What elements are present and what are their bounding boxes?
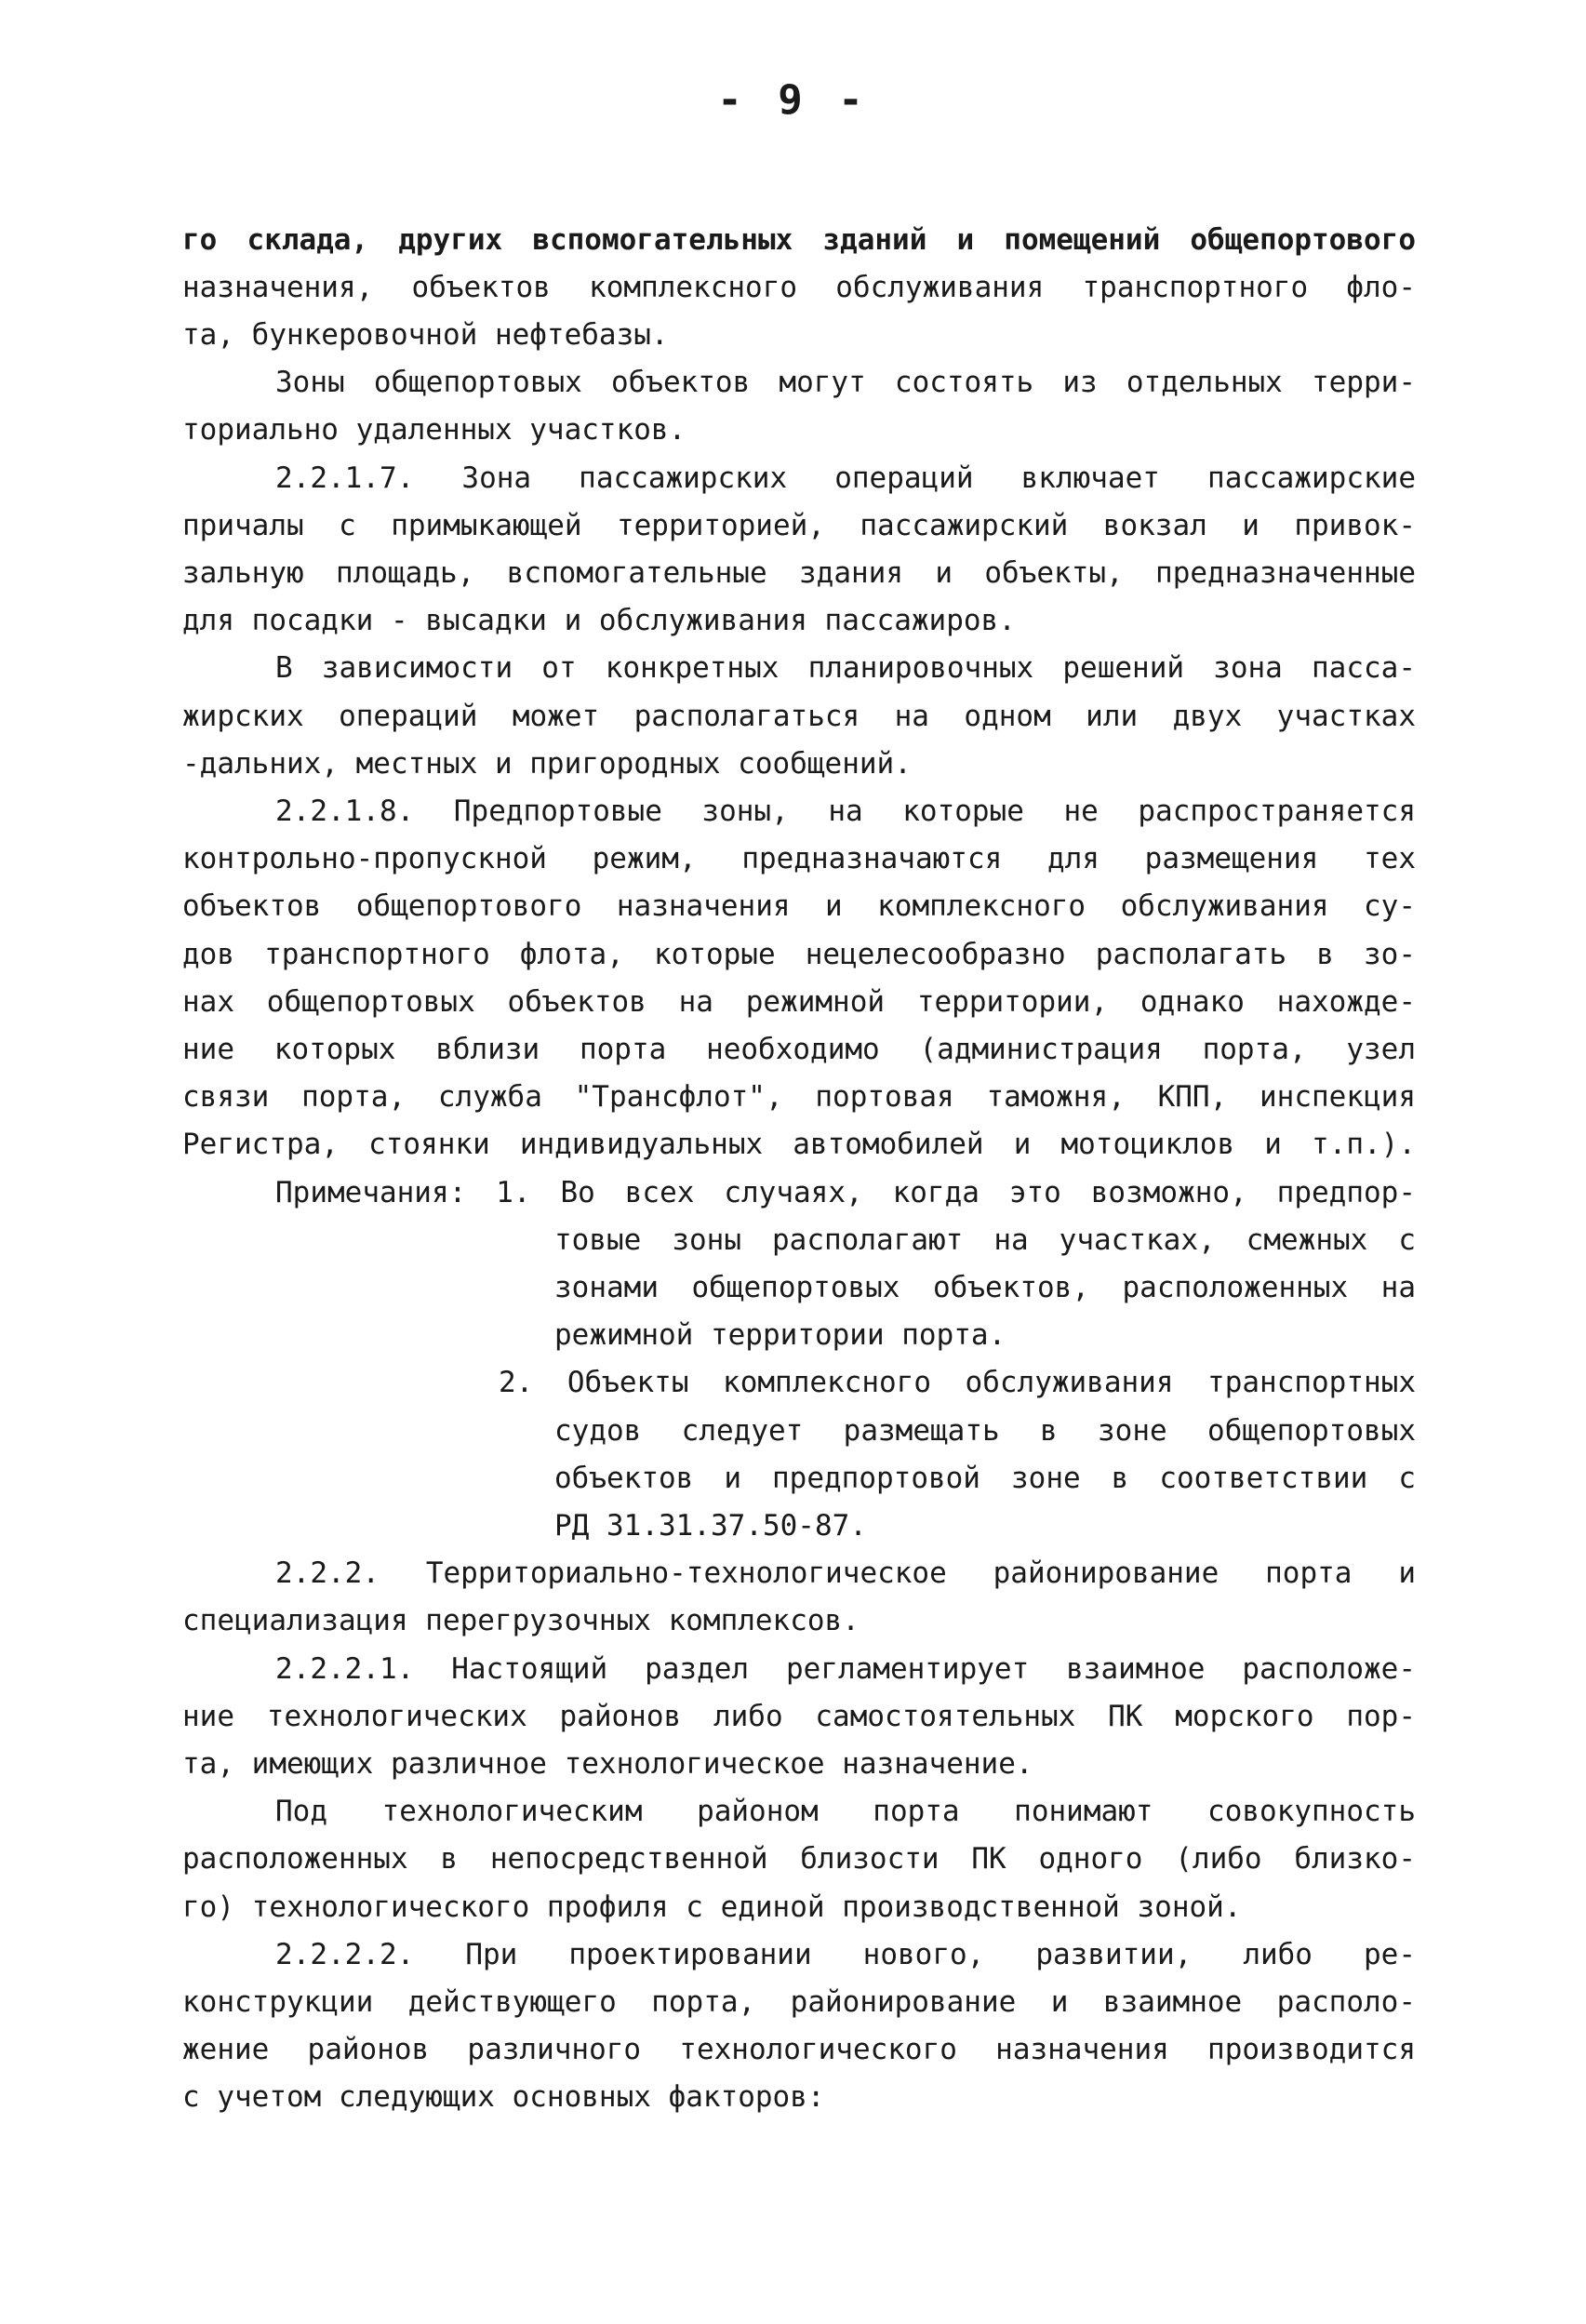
text-line: -дальних, местных и пригородных сообщений. <box>182 747 912 781</box>
note-line: режимной территории порта. <box>554 1318 1006 1352</box>
text-line: жение районов различного технологического назначения производится <box>182 2033 1416 2066</box>
text-line: назначения, объектов комплексного обслуживания транспортного фло- <box>182 271 1416 304</box>
text-line: В зависимости от конкретных планировочных решений зона пасса- <box>275 651 1416 685</box>
text-line: го склада, других вспомогательных зданий и помещений общепортового <box>182 223 1416 257</box>
note-line: зонами общепортовых объектов, расположенных на <box>554 1271 1416 1304</box>
page-number: - 9 - <box>717 76 869 124</box>
text-line: зальную площадь, вспомогательные здания и объекты, предназначенные <box>182 556 1416 590</box>
text-line: для посадки - высадки и обслуживания пассажиров. <box>182 604 1016 637</box>
text-line: ние технологических районов либо самостоятельных ПК морского пор- <box>182 1700 1416 1733</box>
text-line: Под технологическим районом порта понимают совокупность <box>275 1795 1416 1828</box>
text-line: 2.2.1.7. Зона пассажирских операций включает пассажирские <box>275 461 1416 495</box>
text-line: контрольно-пропускной режим, предназначаются для размещения тех <box>182 842 1416 875</box>
text-line: Зоны общепортовых объектов могут состоять из отдельных терри- <box>275 366 1416 399</box>
text-line: 2.2.2.2. При проектировании нового, развитии, либо ре- <box>275 1938 1416 1971</box>
text-line: специализация перегрузочных комплексов. <box>182 1604 860 1637</box>
text-line: с учетом следующих основных факторов: <box>182 2080 825 2114</box>
text-line: объектов общепортового назначения и комплексного обслуживания су- <box>182 889 1416 923</box>
text-line: расположенных в непосредственной близости ПК одного (либо близко- <box>182 1842 1416 1876</box>
note-line: товые зоны располагают на участках, смежных с <box>554 1223 1416 1257</box>
note-line: Примечания: 1. Во всех случаях, когда это возможно, предпор- <box>275 1176 1416 1209</box>
note-line: объектов и предпортовой зоне в соответствии с <box>554 1462 1416 1495</box>
text-line: Регистра, стоянки индивидуальных автомобилей и мотоциклов и т.п.). <box>182 1128 1416 1161</box>
text-line: 2.2.2. Территориально-технологическое районирование порта и <box>275 1556 1416 1590</box>
text-line: 2.2.2.1. Настоящий раздел регламентирует взаимное расположе- <box>275 1652 1416 1686</box>
note-line: РД 31.31.37.50-87. <box>554 1509 867 1543</box>
text-line: го) технологического профиля с единой производственной зоной. <box>182 1890 1242 1924</box>
text-line: нах общепортовых объектов на режимной территории, однако нахожде- <box>182 985 1416 1019</box>
text-line: причалы с примыкающей территорией, пассажирский вокзал и привок- <box>182 509 1416 542</box>
text-line: конструкции действующего порта, районирование и взаимное располо- <box>182 1985 1416 2019</box>
text-line: жирских операций может располагаться на одном или двух участках <box>182 700 1416 733</box>
note-line: судов следует размещать в зоне общепортовых <box>554 1414 1416 1448</box>
text-line: та, имеющих различное технологическое назначение. <box>182 1747 1033 1781</box>
text-line: ние которых вблизи порта необходимо (администрация порта, узел <box>182 1033 1416 1066</box>
text-line: 2.2.1.8. Предпортовые зоны, на которые не распространяется <box>275 795 1416 828</box>
note-line: 2. Объекты комплексного обслуживания транспортных <box>499 1366 1416 1399</box>
text-line: та, бункеровочной нефтебазы. <box>182 318 669 352</box>
text-line: связи порта, служба "Трансфлот", портовая таможня, КПП, инспекция <box>182 1080 1416 1114</box>
text-line: дов транспортного флота, которые нецелесообразно располагать в зо- <box>182 938 1416 971</box>
text-line: ториально удаленных участков. <box>182 413 686 447</box>
